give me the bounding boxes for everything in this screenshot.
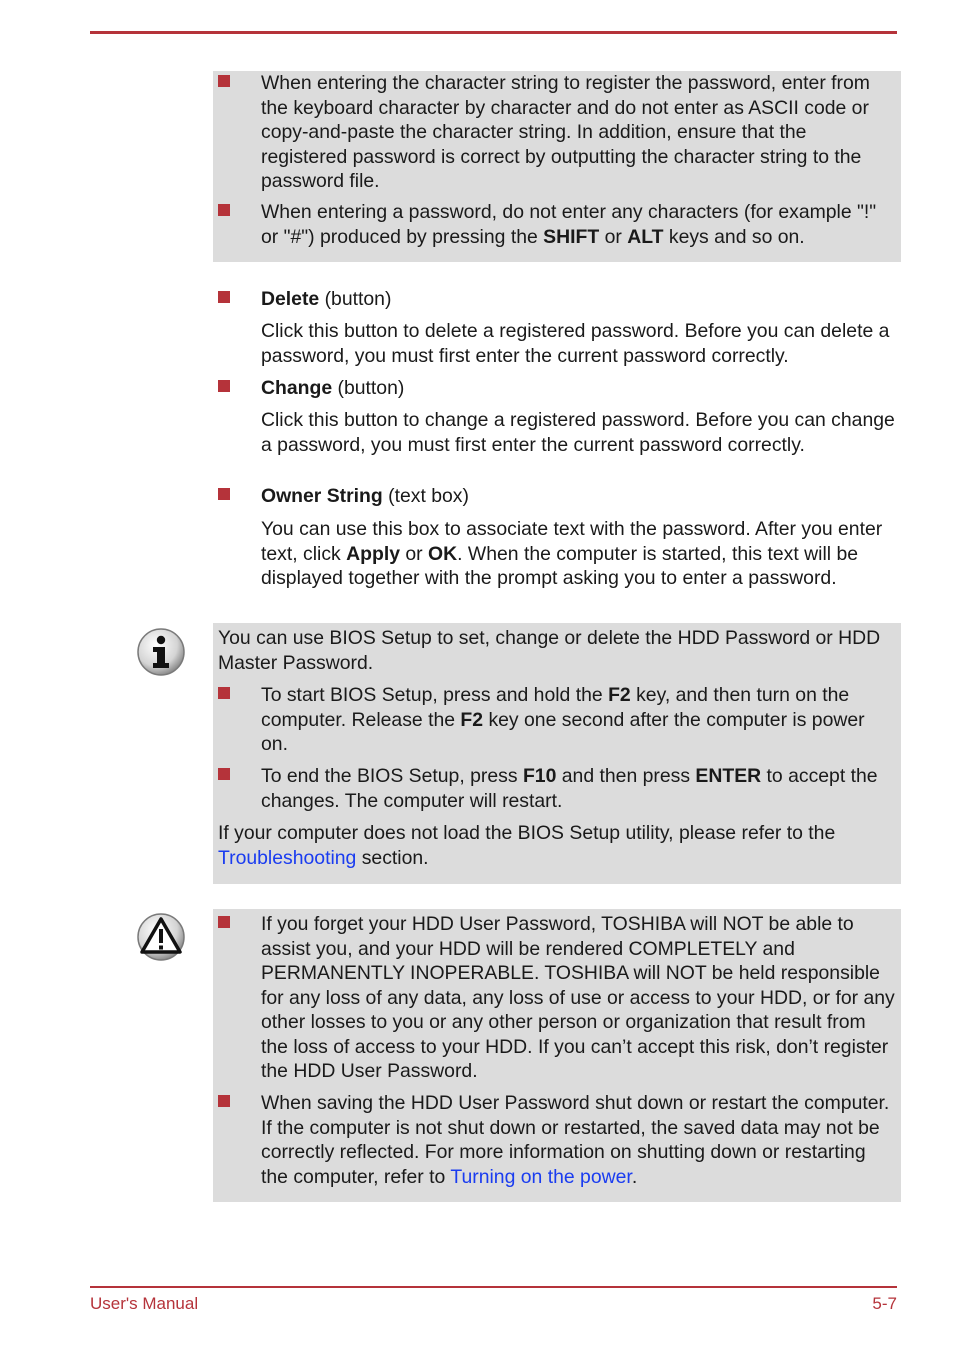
option-description: Click this button to delete a registered password. Before you can delete a password, you must first enter the current password correctly. xyxy=(261,320,890,367)
note-text: If you forget your HDD User Password, TOSHIBA will NOT be able to assist you, and your HDD will be rendered COMPLETELY and PERMANENTLY INOPERABLE. TOSHIBA will NOT be held responsible for any loss of any data, any loss of use or access to your HDD, or for any other losses to you or any other person or organization that result from the loss of access to your HDD. If you can’t accept this risk, don’t register the HDD User Password. xyxy=(261,913,895,1082)
info-icon xyxy=(136,627,186,677)
bullet-icon xyxy=(218,291,230,303)
note-text: When saving the HDD User Password shut down or restart the computer. If the computer is not shut down or restarted, the saved data may not be correctly reflected. For more information on shutting down or restarting the computer, refer to Turning on the power. xyxy=(261,1092,890,1188)
note-intro: You can use BIOS Setup to set, change or delete the HDD Password or HDD Master Password. xyxy=(218,627,881,674)
note-outro: If your computer does not load the BIOS Setup utility, please refer to the Troubleshooting section. xyxy=(218,822,836,869)
troubleshooting-link[interactable]: Troubleshooting xyxy=(218,846,357,869)
bullet-icon xyxy=(218,768,230,780)
bullet-icon xyxy=(218,488,230,500)
bullet-icon xyxy=(218,380,230,392)
note-box-password-entry xyxy=(213,71,901,262)
note-text: When entering the character string to register the password, enter from the keyboard character by character and do not enter as ASCII code or copy-and-paste the character string. In addition, ensure that the registered password is correct by outputting the character string to the password file. xyxy=(261,72,870,192)
option-title: Delete (button) xyxy=(261,288,392,310)
bullet-icon xyxy=(218,1095,230,1107)
note-text: To end the BIOS Setup, press F10 and then press ENTER to accept the changes. The computer will restart. xyxy=(261,765,878,812)
turning-on-the-power-link[interactable]: Turning on the power xyxy=(450,1165,632,1188)
bullet-icon xyxy=(218,75,230,87)
header-rule xyxy=(90,31,897,34)
note-text: To start BIOS Setup, press and hold the F2 key, and then turn on the computer. Release the F2 key one second after the computer is power on. xyxy=(261,684,865,755)
option-title: Change (button) xyxy=(261,377,405,399)
bullet-icon xyxy=(218,916,230,928)
footer-title: User's Manual xyxy=(90,1294,199,1313)
bullet-icon xyxy=(218,687,230,699)
option-title: Owner String (text box) xyxy=(261,485,469,507)
option-description: Click this button to change a registered password. Before you can change a password, you must first enter the current password correctly. xyxy=(261,409,895,456)
note-text: When entering a password, do not enter any characters (for example "!" or "#") produced by pressing the SHIFT or ALT keys and so on. xyxy=(261,201,877,248)
page-number: 5-7 xyxy=(872,1294,897,1313)
footer-rule xyxy=(90,1286,897,1288)
note-box-bios-setup xyxy=(213,623,901,884)
bullet-icon xyxy=(218,204,230,216)
warning-icon xyxy=(136,912,186,962)
option-description: You can use this box to associate text with the password. After you enter text, click Apply or OK. When the computer is started, this text will be displayed together with the prompt asking you to enter a password. xyxy=(261,518,883,589)
note-box-hdd-warning xyxy=(213,909,901,1202)
